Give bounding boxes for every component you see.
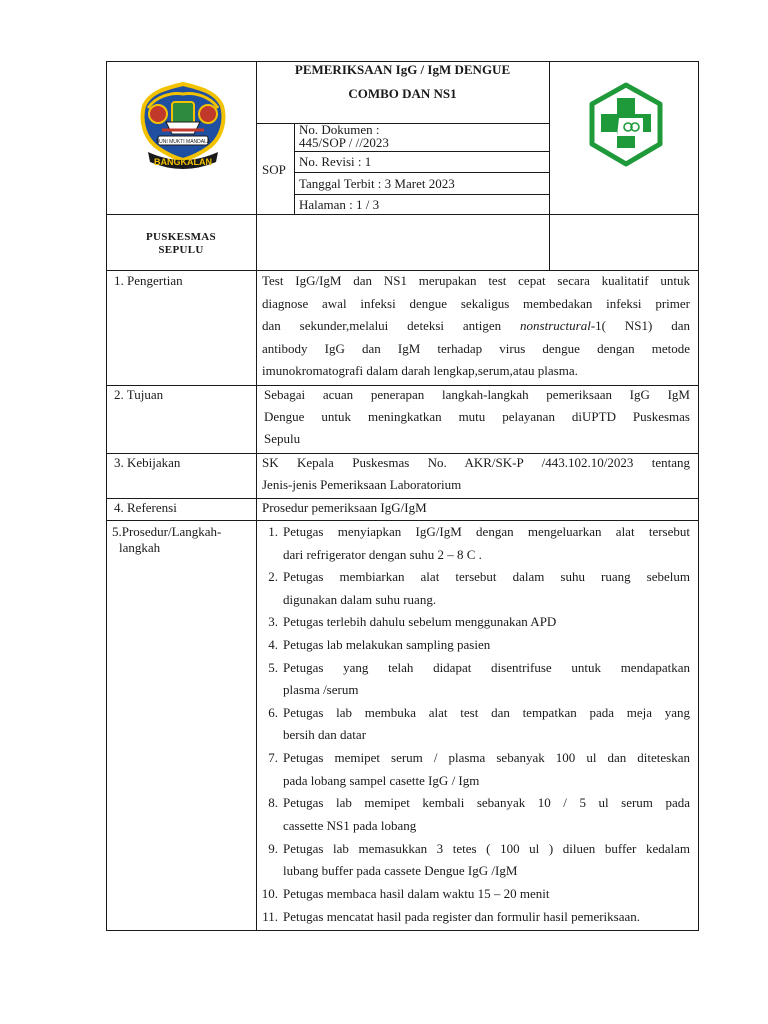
divider-docno <box>294 151 549 152</box>
pengertian-line: Test IgG/IgM dan NS1 merupakan test cepat secara kualitatif untuk <box>262 273 690 288</box>
tujuan-line: Dengue untuk meningkatkan mutu pelayanan diUPTD Puskesmas <box>264 409 690 424</box>
document-title-line2: COMBO DAN NS1 <box>348 86 457 101</box>
svg-text:BANGKALAN: BANGKALAN <box>154 157 212 167</box>
divider-tanggal <box>294 194 549 195</box>
divider-kebijakan <box>106 498 699 499</box>
puskesmas-logo <box>583 82 669 168</box>
step-number: 6. <box>268 705 278 720</box>
section-label-pengertian: 1. Pengertian <box>114 273 183 288</box>
step-line: Petugas mencatat hasil pada register dan formulir hasil pemeriksaan. <box>283 909 641 924</box>
border-left <box>106 61 107 931</box>
pengertian-line: antibody IgG dan IgM terhadap virus dengue dengan metode <box>262 341 690 356</box>
pengertian-line3-b: -1( NS1) dan <box>590 318 690 333</box>
kebijakan-line: Jenis-jenis Pemeriksaan Laboratorium <box>262 477 462 492</box>
page-field: Halaman : 1 / 3 <box>299 197 380 212</box>
step-line: Petugas lab memasukkan 3 tetes ( 100 ul ) diluen buffer kedalam <box>283 841 690 856</box>
step-line: Petugas membaca hasil dalam waktu 15 – 20 menit <box>283 886 550 901</box>
divider-header-bottom <box>106 214 699 215</box>
divider-col-right <box>549 61 550 270</box>
sop-label: SOP <box>262 162 286 177</box>
step-number: 11. <box>262 909 278 924</box>
step-line: Petugas terlebih dahulu sebelum menggunakan APD <box>283 614 557 629</box>
org-name-line2: SEPULU <box>158 244 204 256</box>
border-bottom <box>106 930 699 931</box>
section-label-referensi: 4. Referensi <box>114 500 177 515</box>
referensi-text: Prosedur pemeriksaan IgG/IgM <box>262 500 427 515</box>
step-line: Petugas lab membuka alat test dan tempatkan pada meja yang <box>283 705 690 720</box>
step-line: Petugas lab melakukan sampling pasien <box>283 637 491 652</box>
divider-sop <box>294 123 295 215</box>
step-number: 8. <box>268 795 278 810</box>
step-number: 4. <box>268 637 278 652</box>
step-line: cassette NS1 pada lobang <box>283 818 417 833</box>
step-number: 3. <box>268 614 278 629</box>
step-number: 5. <box>268 660 278 675</box>
pengertian-line: imunokromatografi dalam darah lengkap,serum,atau plasma. <box>262 363 578 378</box>
doc-number-label: No. Dokumen : <box>299 122 380 137</box>
divider-revisi <box>294 172 549 173</box>
document-title-line1: PEMERIKSAAN IgG / IgM DENGUE <box>294 62 511 77</box>
step-number: 7. <box>268 750 278 765</box>
divider-org-bottom <box>106 270 699 271</box>
section-label-tujuan: 2. Tujuan <box>114 387 164 402</box>
divider-tujuan <box>106 453 699 454</box>
issue-date-field: Tanggal Terbit : 3 Maret 2023 <box>299 176 455 191</box>
divider-pengertian <box>106 385 699 386</box>
step-line: Petugas lab memipet kembali sebanyak 10 / 5 ul serum pada <box>283 795 690 810</box>
svg-text:SUNI MUKTI MANDALA: SUNI MUKTI MANDALA <box>155 139 211 145</box>
step-line: Petugas memipet serum / plasma sebanyak 100 ul dan diteteskan <box>283 750 690 765</box>
border-right <box>698 61 699 931</box>
pengertian-line3-italic: nonstructural <box>520 318 591 333</box>
step-line: Petugas yang telah didapat disentrifuse untuk mendapatkan <box>283 660 690 675</box>
step-number: 9. <box>268 841 278 856</box>
step-line: pada lobang sampel casette IgG / Igm <box>283 773 480 788</box>
section-label-prosedur-line1: 5.Prosedur/Langkah- <box>112 524 222 539</box>
step-line: lubang buffer pada cassete Dengue IgG /IgM <box>283 863 518 878</box>
step-line: bersih dan datar <box>283 727 367 742</box>
step-number: 1. <box>268 524 278 539</box>
kebijakan-line: SK Kepala Puskesmas No. AKR/SK-P /443.102.10/2023 tentang <box>262 455 690 470</box>
step-line: plasma /serum <box>283 682 359 697</box>
section-label-prosedur-line2: langkah <box>119 540 161 555</box>
org-name-line1: PUSKESMAS <box>146 231 216 243</box>
revision-field: No. Revisi : 1 <box>299 154 372 169</box>
doc-number-value: 445/SOP / //2023 <box>299 135 389 150</box>
pengertian-line3-a: dan sekunder,melalui deteksi antigen <box>262 318 521 333</box>
step-line: Petugas membiarkan alat tersebut dalam suhu ruang sebelum <box>283 569 690 584</box>
pengertian-line <box>262 318 690 334</box>
section-label-kebijakan: 3. Kebijakan <box>114 455 181 470</box>
tujuan-line: Sepulu <box>264 431 301 446</box>
tujuan-line: Sebagai acuan penerapan langkah-langkah pemeriksaan IgG IgM <box>264 387 690 402</box>
divider-referensi <box>106 520 699 521</box>
step-line: digunakan dalam suhu ruang. <box>283 592 437 607</box>
step-line: dari refrigerator dengan suhu 2 – 8 C . <box>283 547 482 562</box>
pengertian-line: diagnose awal infeksi dengue sekaligus membedakan infeksi primer <box>262 296 690 311</box>
step-line: Petugas menyiapkan IgG/IgM dengan mengeluarkan alat tersebut <box>283 524 690 539</box>
step-number: 10. <box>261 886 278 901</box>
bangkalan-logo <box>136 80 230 172</box>
step-number: 2. <box>268 569 278 584</box>
